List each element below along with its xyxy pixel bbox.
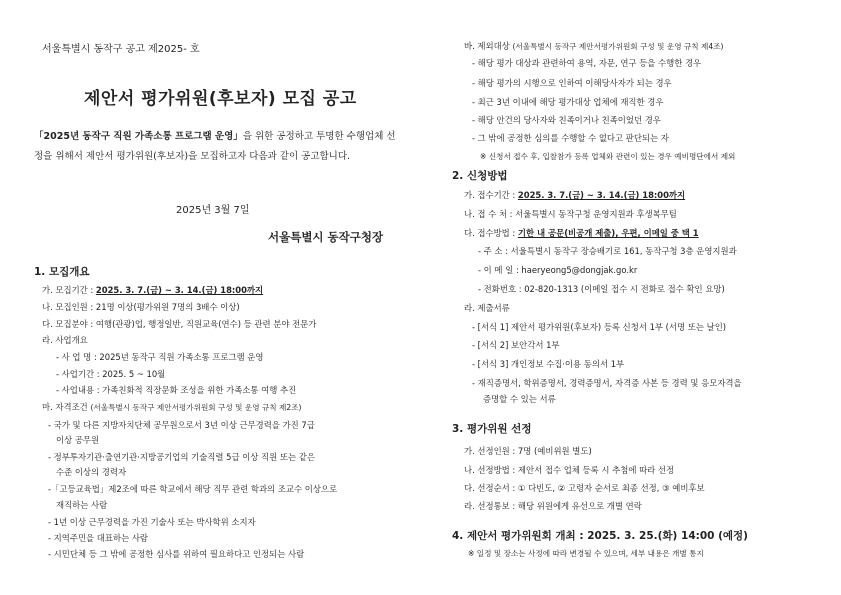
section-1-title: 1. 모집개요: [34, 266, 90, 278]
application-period: 가. 접수기간 : 2025. 3. 7.(금) ~ 3. 14.(금) 18:00까지: [464, 190, 686, 200]
recruit-count: 나. 모집인원 : 21명 이상(평가위원 7명의 3배수 이상): [42, 302, 240, 312]
qualification-item: - 정부투자기관·출연기관·지방공기업의 기술직렬 5급 이상 직원 또는 같은: [48, 452, 315, 462]
qualification-item-cont: 재직하는 사람: [56, 500, 108, 510]
recruit-field: 다. 모집분야 : 여행(관광)업, 행정일반, 직원교육(연수) 등 관련 분야 전문가: [42, 319, 317, 329]
document-item: - [서식 1] 제안서 평가위원(후보자) 등록 신청서 1부 (서명 또는 날인): [472, 322, 727, 332]
recruit-period: 가. 모집기간 : 2025. 3. 7.(금) ~ 3. 14.(금) 18:00까지: [42, 285, 264, 295]
notice-date: 2025년 3월 7일: [176, 205, 250, 216]
selection-notice: 라. 선정통보 : 해당 위원에게 유선으로 개별 연락: [464, 501, 642, 511]
intro-paragraph: [34, 127, 402, 167]
business-overview: 라. 사업개요: [42, 335, 88, 345]
notice-number: 서울특별시 동작구 공고 제2025- 호: [42, 44, 200, 55]
business-name: - 사 업 명 : 2025년 동작구 직원 가족소통 프로그램 운영: [56, 352, 264, 362]
qualification-item-cont: 이상 공무원: [56, 435, 100, 445]
document-item: - 재직증명서, 학위증명서, 경력증명서, 자격증 사본 등 경력 및 응모자격을: [472, 378, 742, 388]
business-content: - 사업내용 : 가족친화적 직장문화 조성을 위한 가족소통 여행 추진: [56, 385, 297, 395]
qualification-item: - 국가 및 다른 지방자치단체 공무원으로서 3년 이상 근무경력을 가진 7급: [48, 420, 315, 430]
schedule-note: ※ 일정 및 장소는 사정에 따라 변경될 수 있으며, 세부 내용은 개별 통지: [468, 549, 704, 558]
exclusion-item: - 해당 안건의 당사자와 친족이거나 친족이었던 경우: [472, 115, 661, 125]
qualification-heading: 마. 자격조건 (서울특별시 동작구 제안서평가위원회 구성 및 운영 규칙 제2조): [42, 402, 302, 412]
right-column: [450, 0, 820, 595]
document-title: 제안서 평가위원(후보자) 모집 공고: [84, 89, 357, 109]
issuer: 서울특별시 동작구청장: [268, 230, 384, 244]
application-phone: - 전화번호 : 02-820-1313 (이메일 접수 시 전화로 접수 확인 요망): [478, 284, 725, 294]
application-address: - 주 소 : 서울특별시 동작구 장승배기로 161, 동작구청 3층 운영지원과: [478, 246, 737, 256]
section-3-title: 3. 평가위원 선정: [452, 423, 532, 435]
qualification-item: - 지역주민을 대표하는 사람: [48, 533, 149, 543]
selection-method: 나. 선정방법 : 제안서 접수 업체 등록 시 추첨에 따라 선정: [464, 465, 675, 475]
documents-heading: 라. 제출서류: [464, 303, 510, 313]
document-item: - [서식 2] 보안각서 1부: [472, 340, 560, 350]
left-column: [34, 0, 402, 595]
document-item: - [서식 3] 개인정보 수집·이용 동의서 1부: [472, 359, 625, 369]
selection-count: 가. 선정인원 : 7명 (예비위원 별도): [464, 446, 592, 456]
section-2-title: 2. 신청방법: [452, 170, 508, 182]
intro-project-name: 「2025년 동작구 직원 가족소통 프로그램 운영」: [34, 131, 243, 142]
intro-text: 을 위한 공정하고 투명한 수행업체 선정을 위해서 제안서 평가위원(후보자)을 모집하고자 다음과 같이 공고합니다.: [34, 131, 396, 162]
exclusion-item: - 해당 평가의 시행으로 인하여 이해당사자가 되는 경우: [472, 78, 672, 88]
qualification-item: - 시민단체 등 그 밖에 공정한 심사를 위하여 필요하다고 인정되는 사람: [48, 549, 305, 559]
qualification-item: - 1년 이상 근무경력을 가진 기술사 또는 박사학위 소지자: [48, 517, 256, 527]
application-email: - 이 메 일 : haeryeong5@dongjak.go.kr: [478, 265, 638, 275]
qualification-item: -「고등교육법」제2조에 따른 학교에서 해당 직무 관련 학과의 조교수 이상으로: [48, 484, 338, 494]
business-period: - 사업기간 : 2025. 5 ~ 10월: [56, 369, 166, 379]
exclusion-heading: 바. 제외대상 (서울특별시 동작구 제안서평가위원회 구성 및 운영 규칙 제4조): [464, 41, 724, 51]
application-method: 다. 접수방법 : 기한 내 공문(비공개 제출), 우편, 이메일 중 택 1: [464, 228, 699, 238]
exclusion-warning: ※ 신청서 접수 후, 입찰참가 등록 업체와 관련이 있는 경우 예비명단에서 제외: [480, 152, 736, 161]
document-item-cont: 증명할 수 있는 서류: [483, 394, 556, 404]
qualification-item-cont: 수준 이상의 경력자: [56, 467, 127, 477]
exclusion-item: - 그 밖에 공정한 심의를 수행할 수 없다고 판단되는 자: [472, 133, 669, 143]
exclusion-item: - 최근 3년 이내에 해당 평가대상 업체에 재직한 경우: [472, 97, 664, 107]
exclusion-item: - 해당 평가 대상과 관련하여 용역, 자문, 연구 등을 수행한 경우: [472, 58, 702, 68]
selection-order: 다. 선정순서 : ① 다빈도, ② 고령자 순서로 최종 선정, ③ 예비후보: [464, 483, 705, 493]
application-place: 나. 접 수 처 : 서울특별시 동작구청 운영지원과 후생복무팀: [464, 209, 677, 219]
section-4-title: 4. 제안서 평가위원회 개최 : 2025. 3. 25.(화) 14:00 (예정): [452, 530, 748, 542]
